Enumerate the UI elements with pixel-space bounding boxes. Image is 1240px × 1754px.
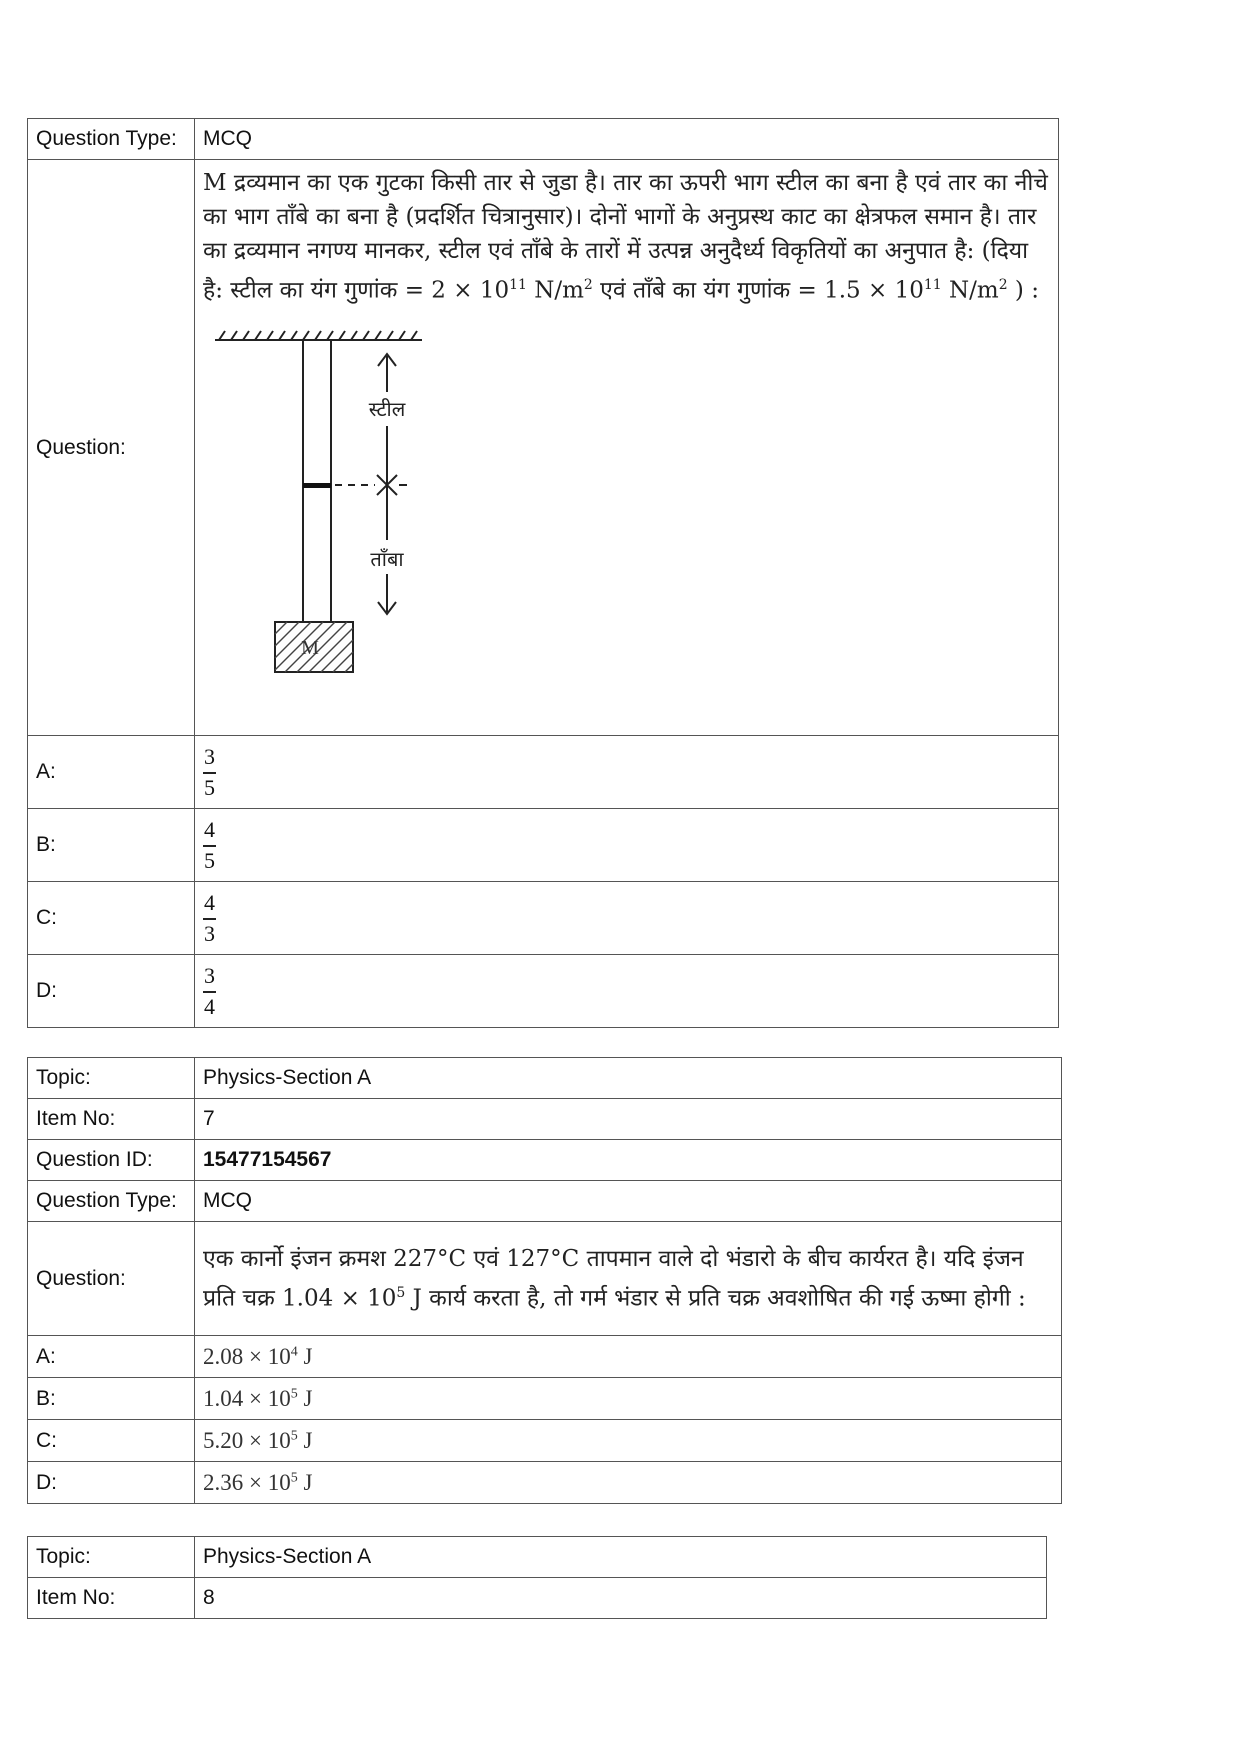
item-no-value: 8 xyxy=(195,1578,1047,1619)
option-label-b: B: xyxy=(28,1378,195,1420)
question-8-table xyxy=(27,1536,1047,1619)
question-cell xyxy=(195,160,1059,736)
question-type-value: MCQ xyxy=(195,119,1059,160)
option-d: $\frac{3}{4}$ xyxy=(195,955,1059,1028)
topic-value: Physics-Section A xyxy=(195,1058,1062,1099)
item-no-label: Item No: xyxy=(28,1099,195,1140)
option-c: $5.20 \times 10^5$ J xyxy=(195,1420,1062,1462)
question-cell xyxy=(195,1222,1062,1336)
question-label: Question: xyxy=(28,160,195,736)
option-label-c: C: xyxy=(28,1420,195,1462)
wire xyxy=(303,340,331,622)
question-7-table xyxy=(27,1057,1062,1504)
ceiling-hatching xyxy=(215,331,422,340)
question-type-label: Question Type: xyxy=(28,119,195,160)
option-label-d: D: xyxy=(28,955,195,1028)
question-type-label: Question Type: xyxy=(28,1181,195,1222)
question-id-value: 15477154567 xyxy=(195,1140,1062,1181)
option-label-c: C: xyxy=(28,882,195,955)
mass-block xyxy=(275,622,353,672)
option-b: $\frac{4}{5}$ xyxy=(195,809,1059,882)
option-a: $2.08 \times 10^4$ J xyxy=(195,1336,1062,1378)
option-label-a: A: xyxy=(28,736,195,809)
option-label-b: B: xyxy=(28,809,195,882)
question-type-value: MCQ xyxy=(195,1181,1062,1222)
topic-label: Topic: xyxy=(28,1058,195,1099)
option-a: $\frac{3}{5}$ xyxy=(195,736,1059,809)
option-label-a: A: xyxy=(28,1336,195,1378)
option-b: $1.04 \times 10^5$ J xyxy=(195,1378,1062,1420)
item-no-value: 7 xyxy=(195,1099,1062,1140)
topic-label: Topic: xyxy=(28,1537,195,1578)
topic-value: Physics-Section A xyxy=(195,1537,1047,1578)
question-text: M द्रव्यमान का एक गुटका किसी तार से जुडा है। तार का ऊपरी भाग स्टील का बना है एवं तार का नीचे का भाग ताँबे का बना है (प्रदर्शित चित्रानुसार)। दोनों भागों के अनुप्रस्थ काट का क्षेत्रफल समान है। तार का द्रव्यमान नगण्य मानकर, स्टील एवं ताँबे के तारों में उत्पन्न अनुदैर्ध्य विकृतियों का अनुपात है: (दिया है: स्टील का यंग गुणांक = $2 \times 10^{11}$ $N/m^2$ एवं ताँबे का यंग गुणांक = $1.5 \times 10^{11}$ $N/m^2$ ) : xyxy=(203,170,1048,304)
question-text: एक कार्नो इंजन क्रमश 227°C एवं 127°C तापमान वाले दो भंडारो के बीच कार्यरत है। यदि इंजन प्रति चक्र $1.04 \times 10^5$ J कार्य करता है, तो गर्म भंडार से प्रति चक्र अवशोषित की गई ऊष्मा होगी : xyxy=(203,1245,1026,1312)
question-id-label: Question ID: xyxy=(28,1140,195,1181)
steel-label: स्टील xyxy=(368,396,406,421)
option-label-d: D: xyxy=(28,1462,195,1504)
joint-x-mark xyxy=(377,475,407,495)
wire-joint xyxy=(303,483,331,488)
copper-label: ताँबा xyxy=(370,546,404,571)
option-c: $\frac{4}{3}$ xyxy=(195,882,1059,955)
wire-diagram-figure xyxy=(207,322,447,682)
question-6-table xyxy=(27,118,1059,1028)
question-label: Question: xyxy=(28,1222,195,1336)
option-d: $2.36 \times 10^5$ J xyxy=(195,1462,1062,1504)
item-no-label: Item No: xyxy=(28,1578,195,1619)
mass-label: M xyxy=(301,636,319,659)
